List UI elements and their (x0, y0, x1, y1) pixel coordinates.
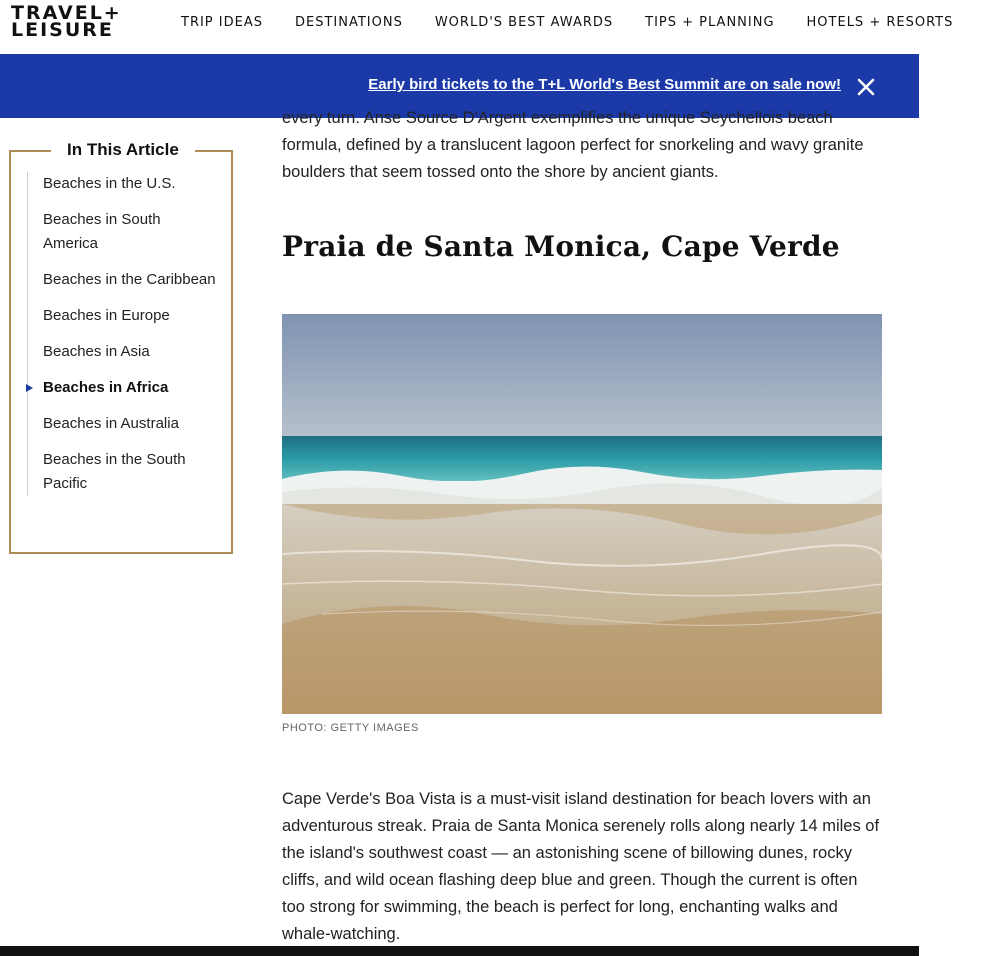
toc-list (27, 172, 217, 496)
toc-item-caribbean[interactable]: Beaches in the Caribbean (43, 271, 216, 288)
toc-item-africa-label: Beaches in Africa (43, 379, 169, 396)
nav-worlds-best-awards[interactable]: WORLD'S BEST AWARDS (434, 15, 614, 30)
toc-title: In This Article (51, 140, 195, 160)
nav-tips-planning[interactable]: TIPS + PLANNING (645, 15, 775, 30)
banner-link[interactable]: Early bird tickets to the T+L World's Best Summit are on sale now! (368, 76, 841, 93)
toc-item-south-pacific[interactable]: Beaches in the South Pacific (43, 451, 186, 492)
close-icon[interactable] (855, 76, 877, 98)
main-nav (181, 15, 985, 30)
site-logo[interactable] (11, 2, 122, 41)
logo-line-2: LEISURE (11, 19, 114, 41)
nav-destinations[interactable]: DESTINATIONS (294, 15, 403, 30)
article-paragraph: Cape Verde's Boa Vista is a must-visit island destination for beach lovers with an adventurous streak. Praia de Santa Monica serenely rolls along nearly 14 miles of the island's southwest coast — an astonishing scene of billowing dunes, rocky cliffs, and wild ocean flashing deep blue and green. Though the current is often too strong for swimming, the beach is perfect for long, enchanting walks and whale-watching. (282, 790, 880, 943)
site-header (0, 0, 954, 54)
nav-trip-ideas[interactable]: TRIP IDEAS (181, 15, 263, 30)
toc-item-asia[interactable]: Beaches in Asia (43, 343, 150, 360)
toc-item-europe[interactable]: Beaches in Europe (43, 307, 170, 324)
article-paragraph-previous: every turn. Anse Source D'Argent exemplifies the unique Seychellois beach formula, defined by a translucent lagoon perfect for snorkeling and wavy granite boulders that seem tossed onto the shore by ancient giants. (282, 109, 864, 181)
beach-photo (282, 314, 882, 714)
toc-item-south-america[interactable]: Beaches in South America (43, 211, 161, 252)
toc-item-africa[interactable] (28, 376, 217, 400)
toc-item-australia[interactable]: Beaches in Australia (43, 415, 179, 432)
toc-item-us[interactable]: Beaches in the U.S. (43, 175, 176, 192)
logo-line-1: TRAVEL+ (11, 2, 122, 24)
table-of-contents (9, 140, 233, 554)
nav-hotels-resorts[interactable]: HOTELS + RESORTS (806, 15, 954, 30)
bottom-bar (0, 946, 919, 956)
section-heading: Praia de Santa Monica, Cape Verde (282, 230, 840, 263)
photo-credit: PHOTO: GETTY IMAGES (282, 722, 419, 734)
